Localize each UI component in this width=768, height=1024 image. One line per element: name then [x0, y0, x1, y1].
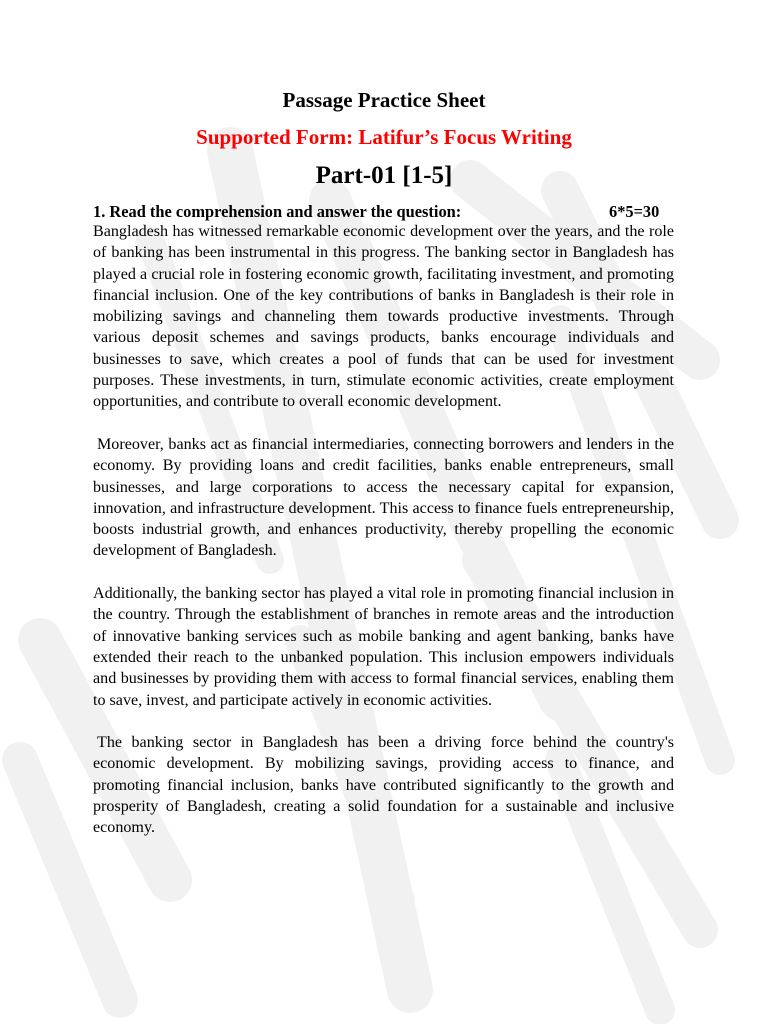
paragraph: Additionally, the banking sector has played a vital role in promoting financial inclusion in the country. Through the establishment of branches in remote areas and the introduction of innovative banking services such as mobile banking and agent banking, banks have extended their reach to the unbanked population. This inclusion empowers individuals and businesses by providing them with access to formal financial services, enabling them to save, invest, and participate actively in economic activities. [93, 585, 674, 709]
document-subtitle: Supported Form: Latifur’s Focus Writing [196, 125, 572, 149]
paragraph: The banking sector in Bangladesh has been a driving force behind the country's economic development. By mobilizing savings, providing access to finance, and promoting financial inclusion, banks have contributed significantly to the growth and prosperity of Bangladesh, creating a solid foundation for a sustainable and inclusive economy. [93, 734, 674, 837]
part-heading: Part-01 [1-5] [315, 162, 453, 189]
question-marks: 6*5=30 [609, 202, 660, 221]
document-title: Passage Practice Sheet [282, 88, 486, 112]
paragraph: Bangladesh has witnessed remarkable economic development over the years, and the role of banking has been instrumental in this progress. The banking sector in Bangladesh has played a crucial role in fostering economic growth, facilitating investment, and promoting financial inclusion. One of the key contributions of banks in Bangladesh is their role in mobilizing savings and channeling them towards productive investments. Through various deposit schemes and savings products, banks encourage individuals and businesses to save, which creates a pool of funds that can be used for investment purposes. These investments, in turn, stimulate economic activities, create employment opportunities, and contribute to overall economic development. [93, 223, 674, 411]
passage [93, 221, 674, 860]
paragraph: Moreover, banks act as financial intermediaries, connecting borrowers and lenders in the economy. By providing loans and credit facilities, banks enable entrepreneurs, small businesses, and large corporations to access the necessary capital for expansion, innovation, and infrastructure development. This access to finance fuels entrepreneurship, boosts industrial growth, and enhances productivity, thereby propelling the economic development of Bangladesh. [93, 435, 674, 560]
question-heading: 1. Read the comprehension and answer the question: [93, 202, 462, 221]
